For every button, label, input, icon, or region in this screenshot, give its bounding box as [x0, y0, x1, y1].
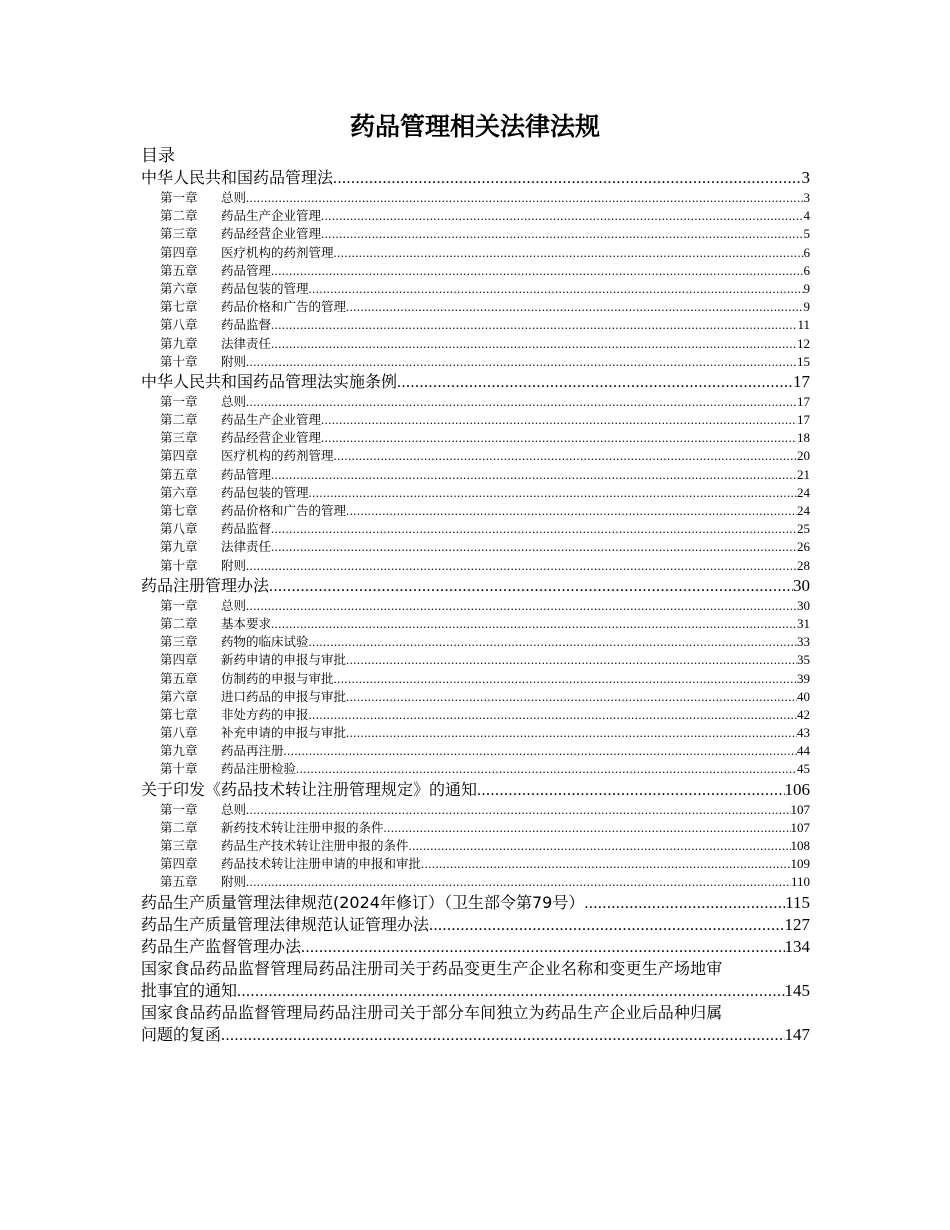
- toc-leader-dots: [269, 576, 793, 597]
- toc-entry-major-wrapped[interactable]: [141, 958, 810, 1002]
- toc-chapter-title: 附则: [221, 353, 247, 369]
- toc-page-number: 33: [797, 634, 810, 650]
- toc-entry-chapter[interactable]: [141, 557, 810, 575]
- toc-page-number: 17: [797, 393, 810, 409]
- toc-chapter-number: 第九章: [160, 539, 198, 555]
- toc-chapter-title: 药品经营企业管理: [221, 430, 322, 446]
- toc-page-number: 21: [797, 466, 810, 482]
- toc-entry-title: 药品生产质量管理法律规范(2024年修订）（卫生部令第79号）: [141, 892, 585, 912]
- toc-leader-dots: [321, 225, 803, 243]
- toc-chapter-title: 药品监督: [221, 317, 272, 333]
- toc-page-number: 12: [797, 335, 810, 351]
- toc-leader-dots: [271, 335, 797, 353]
- toc-entry-chapter[interactable]: [141, 706, 810, 724]
- toc-entry-title: 药品生产质量管理法律规范认证管理办法: [141, 914, 430, 934]
- toc-page-number: 107: [790, 801, 810, 817]
- toc-chapter-number: 第十章: [160, 761, 198, 777]
- toc-entry-title-line2-row: [141, 980, 810, 1002]
- toc-chapter-number: 第十章: [160, 557, 198, 573]
- toc-page-number: 108: [790, 838, 810, 853]
- toc-entry-title: 药品生产监督管理办法: [141, 936, 302, 956]
- toc-chapter-title: 补充申请的申报与审批: [221, 725, 347, 741]
- toc-chapter-title: 药品包装的管理: [221, 280, 309, 296]
- toc-entry-major[interactable]: [141, 575, 810, 597]
- toc-entry-chapter[interactable]: [141, 298, 810, 316]
- toc-entry-chapter[interactable]: [141, 335, 810, 353]
- toc-page-number: 110: [790, 874, 810, 890]
- toc-entry-chapter[interactable]: [141, 724, 810, 742]
- toc-leader-dots: [309, 280, 804, 298]
- toc-page-number: 11: [797, 317, 810, 333]
- toc-entry-title-line1: 国家食品药品监督管理局药品注册司关于部分车间独立为药品生产企业后品种归属: [141, 1002, 723, 1022]
- toc-entry-chapter[interactable]: [141, 520, 810, 538]
- toc-leader-dots: [271, 538, 797, 556]
- toc-page-number: 20: [797, 448, 810, 464]
- toc-chapter-number: 第四章: [160, 244, 198, 260]
- toc-chapter-title: 药品管理: [221, 466, 272, 482]
- toc-entry-chapter[interactable]: [141, 447, 810, 465]
- toc-leader-dots: [301, 937, 784, 958]
- toc-chapter-number: 第三章: [160, 634, 198, 650]
- toc-chapter-number: 第三章: [160, 838, 198, 853]
- toc-chapter-number: 第五章: [160, 874, 198, 890]
- toc-page-number: 3: [803, 190, 810, 205]
- toc-page-number: 5: [803, 226, 810, 242]
- toc-chapter-title: 非处方药的申报: [221, 706, 309, 722]
- toc-entry-title-line1: 国家食品药品监督管理局药品注册司关于药品变更生产企业名称和变更生产场地审: [141, 958, 723, 978]
- toc-page-number: 25: [797, 521, 810, 537]
- toc-leader-dots: [429, 915, 784, 936]
- toc-page-number: 9: [803, 299, 810, 315]
- toc-chapter-title: 药品生产企业管理: [221, 208, 322, 224]
- toc-chapter-title: 药品价格和广告的管理: [221, 503, 347, 518]
- toc-chapter-number: 第二章: [160, 819, 198, 835]
- toc-leader-dots: [271, 615, 797, 633]
- toc-chapter-number: 第一章: [160, 801, 198, 817]
- toc-leader-dots: [271, 466, 797, 484]
- toc-chapter-title: 仿制药的申报与审批: [221, 670, 334, 686]
- toc-leader-dots: [384, 819, 791, 837]
- toc-chapter-number: 第九章: [160, 743, 198, 759]
- toc-chapter-title: 总则: [221, 597, 247, 613]
- toc-leader-dots: [321, 429, 797, 447]
- toc-entry-title-line2: 问题的复函: [141, 1024, 222, 1044]
- toc-leader-dots: [346, 724, 797, 742]
- toc-leader-dots: [221, 1025, 784, 1046]
- toc-entry-title-line2: 批事宜的通知: [141, 980, 238, 1000]
- toc-chapter-number: 第二章: [160, 208, 198, 224]
- toc-page-number: 9: [803, 280, 810, 296]
- toc-leader-dots: [246, 393, 797, 411]
- toc-entry-chapter[interactable]: [141, 316, 810, 334]
- toc-chapter-number: 第六章: [160, 280, 198, 296]
- toc-entry-major[interactable]: [141, 779, 810, 801]
- toc-chapter-title: 基本要求: [221, 615, 272, 631]
- toc-entry-chapter[interactable]: [141, 207, 810, 225]
- toc-leader-dots: [309, 484, 797, 502]
- toc-leader-dots: [246, 873, 791, 891]
- toc-chapter-title: 药品管理: [221, 262, 272, 278]
- toc-entry-major[interactable]: [141, 914, 810, 936]
- toc-entry-title: 中华人民共和国药品管理法: [141, 168, 334, 187]
- toc-leader-dots: [321, 207, 803, 225]
- toc-leader-dots: [246, 557, 797, 575]
- toc-chapter-number: 第七章: [160, 503, 198, 518]
- toc-leader-dots: [296, 760, 797, 778]
- toc-leader-dots: [334, 447, 797, 465]
- toc-page-number: 43: [797, 725, 810, 741]
- toc-page-number: 127: [784, 914, 810, 934]
- toc-chapter-number: 第二章: [160, 412, 198, 428]
- toc-chapter-number: 第六章: [160, 484, 198, 500]
- toc-leader-dots: [246, 801, 790, 819]
- toc-leader-dots: [284, 742, 797, 760]
- toc-chapter-title: 总则: [221, 190, 247, 205]
- toc-entry-major[interactable]: [141, 936, 810, 958]
- toc-entry-chapter[interactable]: [141, 670, 810, 688]
- toc-entry-major[interactable]: [141, 167, 810, 189]
- toc-entry-title: 关于印发《药品技术转让注册管理规定》的通知: [141, 779, 478, 799]
- toc-entry-chapter[interactable]: [141, 466, 810, 484]
- toc-leader-dots: [477, 780, 784, 801]
- toc-leader-dots: [346, 688, 797, 706]
- toc-chapter-title: 医疗机构的药剂管理: [221, 244, 334, 260]
- toc-chapter-title: 药品生产企业管理: [221, 412, 322, 428]
- toc-page-number: 18: [797, 430, 810, 446]
- toc-chapter-number: 第九章: [160, 335, 198, 351]
- toc-entry-chapter[interactable]: [141, 855, 810, 873]
- toc-chapter-number: 第一章: [160, 597, 198, 613]
- toc-leader-dots: [246, 353, 797, 371]
- toc-entry-chapter[interactable]: [141, 615, 810, 633]
- toc-leader-dots: [346, 502, 797, 520]
- toc-leader-dots: [346, 298, 803, 316]
- toc-page-number: 26: [797, 539, 810, 555]
- toc-leader-dots: [346, 651, 797, 669]
- toc-leader-dots: [271, 520, 797, 538]
- toc-chapter-number: 第七章: [160, 299, 198, 315]
- toc-chapter-title: 药品注册检验: [221, 761, 297, 777]
- toc-leader-dots: [237, 981, 784, 1002]
- toc-entry-chapter[interactable]: [141, 189, 810, 207]
- toc-entry-chapter[interactable]: [141, 688, 810, 706]
- document-title: 药品管理相关法律法规: [349, 112, 600, 141]
- toc-chapter-title: 新药申请的申报与审批: [221, 652, 347, 668]
- toc-entry-chapter[interactable]: [141, 760, 810, 778]
- toc-chapter-number: 第八章: [160, 521, 198, 537]
- toc-leader-dots: [409, 837, 791, 855]
- toc-page-number: 40: [797, 688, 810, 704]
- toc-entry-major[interactable]: [141, 371, 810, 393]
- toc-chapter-number: 第十章: [160, 353, 198, 369]
- toc-chapter-number: 第五章: [160, 262, 198, 278]
- toc-entry-chapter[interactable]: [141, 742, 810, 760]
- toc-leader-dots: [584, 893, 785, 914]
- toc-leader-dots: [397, 372, 793, 393]
- toc-chapter-title: 药品价格和广告的管理: [221, 299, 347, 315]
- toc-chapter-number: 第八章: [160, 725, 198, 741]
- toc-entry-chapter[interactable]: [141, 262, 810, 280]
- toc-entry-chapter[interactable]: [141, 502, 810, 520]
- toc-page-number: 17: [797, 412, 810, 428]
- toc-leader-dots: [321, 411, 797, 429]
- toc-entry-major[interactable]: [141, 892, 810, 914]
- toc-entry-chapter[interactable]: [141, 873, 810, 891]
- toc-leader-dots: [246, 189, 803, 207]
- toc-leader-dots: [309, 633, 797, 651]
- toc-page-number: 15: [797, 353, 810, 369]
- toc-chapter-title: 药品经营企业管理: [221, 226, 322, 242]
- toc-label: 目录: [141, 146, 175, 166]
- toc-chapter-title: 附则: [221, 557, 247, 573]
- toc-entry-chapter[interactable]: [141, 280, 810, 298]
- toc-page-number: 134: [784, 936, 810, 956]
- toc-entry-chapter[interactable]: [141, 393, 810, 411]
- toc-chapter-number: 第七章: [160, 706, 198, 722]
- toc-page-number: 24: [797, 484, 810, 500]
- toc-chapter-title: 药品技术转让注册申请的申报和审批: [221, 856, 422, 872]
- toc-page-number: 6: [803, 244, 810, 260]
- toc-entry-chapter[interactable]: [141, 244, 810, 262]
- toc-leader-dots: [333, 168, 801, 189]
- toc-page-number: 30: [793, 575, 810, 595]
- toc-chapter-number: 第五章: [160, 670, 198, 686]
- toc-entry-chapter[interactable]: [141, 353, 810, 371]
- toc-leader-dots: [334, 670, 797, 688]
- toc-page-number: 147: [784, 1024, 810, 1044]
- toc-chapter-title: 法律责任: [221, 335, 272, 351]
- toc-chapter-title: 药物的临床试验: [221, 634, 309, 650]
- toc-page-number: 31: [797, 615, 810, 631]
- toc-entry-chapter[interactable]: [141, 651, 810, 669]
- toc-chapter-title: 总则: [221, 801, 247, 817]
- toc-chapter-number: 第四章: [160, 856, 198, 872]
- toc-chapter-title: 进口药品的申报与审批: [221, 688, 347, 704]
- toc-chapter-number: 第一章: [160, 393, 198, 409]
- toc-entry-major-wrapped[interactable]: [141, 1002, 810, 1046]
- toc-entry-chapter[interactable]: [141, 633, 810, 651]
- toc-entry-title: 药品注册管理办法: [141, 575, 270, 595]
- toc-page-number: 6: [803, 262, 810, 278]
- toc-entry-chapter[interactable]: [141, 538, 810, 556]
- toc-entry-chapter[interactable]: [141, 837, 810, 855]
- toc-page-number: 107: [790, 819, 810, 835]
- toc-leader-dots: [246, 597, 797, 615]
- toc-chapter-title: 附则: [221, 874, 247, 890]
- toc-leader-dots: [271, 316, 797, 334]
- toc-chapter-title: 法律责任: [221, 539, 272, 555]
- toc-chapter-number: 第三章: [160, 226, 198, 242]
- toc-page-number: 45: [797, 761, 810, 777]
- toc-chapter-number: 第五章: [160, 466, 198, 482]
- toc-page-number: 35: [797, 652, 810, 668]
- toc-page-number: 28: [797, 557, 810, 573]
- toc-entry-chapter[interactable]: [141, 484, 810, 502]
- table-of-contents: [141, 167, 810, 1046]
- toc-entry-chapter[interactable]: [141, 429, 810, 447]
- toc-page-number: 3: [801, 168, 810, 187]
- toc-page-number: 106: [784, 779, 810, 799]
- toc-chapter-number: 第四章: [160, 448, 198, 464]
- toc-chapter-title: 总则: [221, 393, 247, 409]
- toc-leader-dots: [271, 262, 803, 280]
- toc-page-number: 17: [793, 371, 810, 391]
- toc-chapter-title: 医疗机构的药剂管理: [221, 448, 334, 464]
- toc-leader-dots: [309, 706, 797, 724]
- toc-leader-dots: [334, 244, 804, 262]
- toc-chapter-number: 第八章: [160, 317, 198, 333]
- toc-page-number: 44: [797, 743, 810, 759]
- toc-entry-chapter[interactable]: [141, 801, 810, 819]
- toc-entry-chapter[interactable]: [141, 225, 810, 243]
- toc-page-number: 42: [797, 706, 810, 722]
- toc-entry-chapter[interactable]: [141, 597, 810, 615]
- toc-page-number: 39: [797, 670, 810, 686]
- toc-entry-title: 中华人民共和国药品管理法实施条例: [141, 371, 398, 391]
- toc-chapter-title: 药品再注册: [221, 743, 284, 759]
- toc-entry-chapter[interactable]: [141, 411, 810, 429]
- toc-leader-dots: [421, 855, 790, 873]
- toc-page-number: 109: [790, 856, 810, 872]
- toc-chapter-number: 第一章: [160, 190, 198, 205]
- toc-chapter-number: 第六章: [160, 688, 198, 704]
- toc-chapter-title: 药品生产技术转让注册申报的条件: [221, 838, 409, 853]
- toc-chapter-number: 第四章: [160, 652, 198, 668]
- toc-page-number: 115: [785, 892, 810, 912]
- toc-entry-chapter[interactable]: [141, 819, 810, 837]
- toc-page-number: 24: [797, 503, 810, 518]
- toc-page-number: 4: [803, 208, 810, 224]
- toc-chapter-title: 新药技术转让注册申报的条件: [221, 819, 384, 835]
- toc-page-number: 145: [784, 980, 810, 1000]
- toc-chapter-title: 药品监督: [221, 521, 272, 537]
- toc-page-number: 30: [797, 597, 810, 613]
- toc-chapter-number: 第三章: [160, 430, 198, 446]
- toc-chapter-number: 第二章: [160, 615, 198, 631]
- toc-entry-title-line2-row: [141, 1024, 810, 1046]
- toc-chapter-title: 药品包装的管理: [221, 484, 309, 500]
